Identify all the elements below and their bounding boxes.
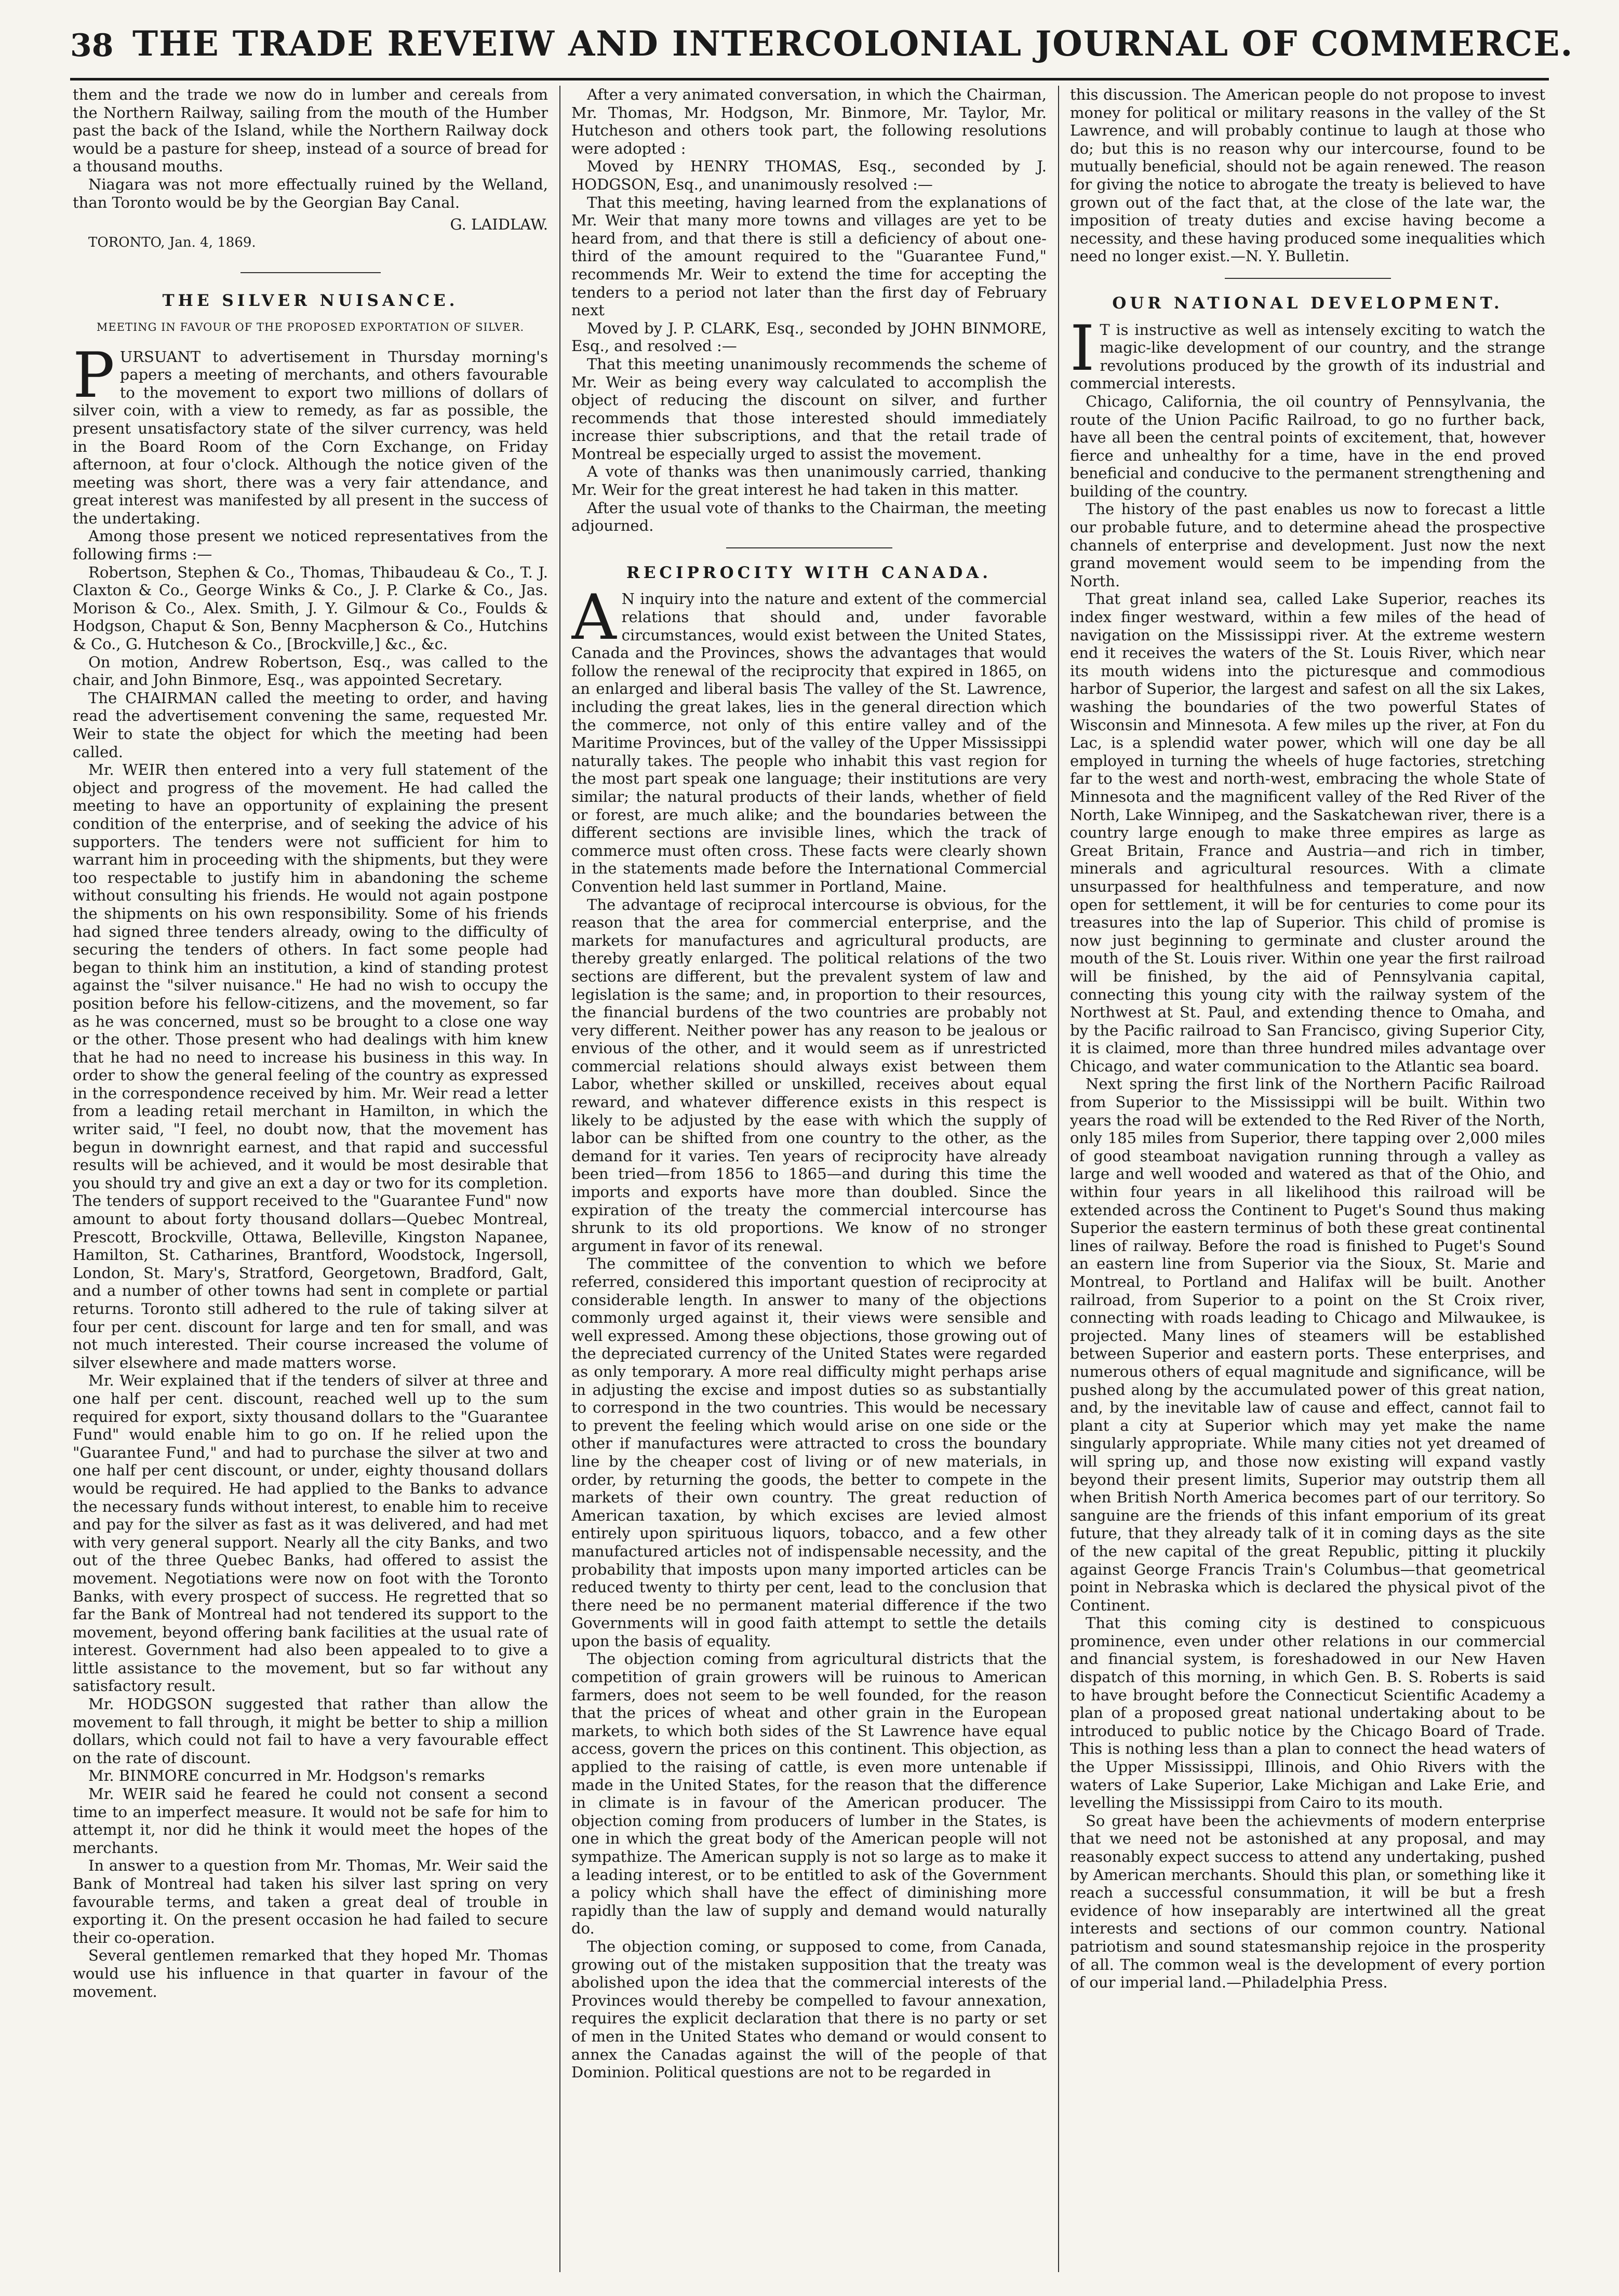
page-number: 38 (70, 28, 114, 64)
page-header (70, 23, 1574, 86)
letter-paragraph: Niagara was not more effectually ruined by the Welland, than Toronto would be by the Georgian Bay Canal. (73, 175, 548, 211)
letter-dateline: TORONTO, Jan. 4, 1869. (88, 234, 256, 250)
article-lead-paragraph (73, 339, 548, 528)
article-paragraph: After the usual vote of thanks to the Chairman, the meeting adjourned. (571, 499, 1047, 535)
article-paragraph: The objection coming from agricultural districts that the competition of grain growers will be ruinous to American farmers, does not seem to be well founded, for the reason that the prices of wheat and other grain in the European markets, to which both sides of the St Lawrence have equal access, govern the prices on this continent. This objection, as applied to the raising of cattle, is even more untenable if made in the United States, for the reason that the difference in climate is in favour of the American producer. The objection coming from producers of lumber in the States, is one in which the great body of the American people will not sympathize. The American supply is not so large as to make it a leading interest, or to be entitled to ask of the Government a policy which shall have the effect of diminishing more rapidly than the law of supply and demand would naturally do. (571, 1650, 1047, 1938)
article-paragraph: Among those present we noticed representatives from the following firms :— (73, 527, 548, 563)
column-divider (559, 86, 560, 2272)
column-2 (571, 86, 1047, 2277)
column-3 (1070, 86, 1545, 2277)
resolution-text: That this meeting unanimously recommends the scheme of Mr. Weir as being every way calculated to accomplish the object of reducing the discount on silver, and further recommends that those interested should immediately increase thier subscriptions, and that the retail trade of Montreal be especially urged to assist the movement. (571, 355, 1047, 463)
article-paragraph: Robertson, Stephen & Co., Thomas, Thibaudeau & Co., T. J. Claxton & Co., George Winks & Co., J. P. Clarke & Co., Jas. Morison & Co., Alex. Smith, J. Y. Gilmour & Co., Foulds & Hodgson, Chaput & Son, Benny Macpherson & Co., Hutchins & Co., G. Hutcheson & Co., [Brockville,] &c., &c. (73, 563, 548, 653)
article-lead-paragraph (1070, 312, 1545, 393)
article-paragraph: A vote of thanks was then unanimously carried, thanking Mr. Weir for the great interest he had taken in this matter. (571, 463, 1047, 499)
drop-cap: P (73, 339, 115, 412)
article-paragraph: The committee of the convention to which we before referred, considered this important question of reciprocity at considerable length. In answer to many of the objections commonly urged against it, their views were sensible and well expressed. Among these objections, those growing out of the depreciated currency of the United States were regarded as only temporary. A more real difficulty might perhaps arise in adjusting the excise and impost duties so as substantially to correspond in the two countries. This would be necessary to prevent the feeling which would arise on one side or the other if manufactures were attracted to cross the boundary line by the cheaper cost of living or of new materials, in order, by returning the goods, the better to compete in the markets of their own country. The great reduction of American taxation, by which excises are levied almost entirely upon spirituous liquors, tobacco, and a few other manufactured articles not of indispensable necessity, and the probability that imposts upon many imported articles can be reduced twenty to thirty per cent, lead to the conclusion that there need be no permanent material difference if the two Governments will in good faith attempt to settle the details upon the basis of equality. (571, 1255, 1047, 1650)
article-paragraph: Mr. HODGSON suggested that rather than allow the movement to fall through, it might be better to ship a million dollars, which could not fail to have a very favourable effect on the rate of discount. (73, 1695, 548, 1767)
letter-signature: G. LAIDLAW. (450, 216, 548, 234)
article-paragraph: So great have been the achievments of modern enterprise that we need not be astonished at any proposal, and may reasonably expect success to attend any undertaking, pushed by American merchants. Should this plan, or something like it reach a successful consummation, it will be but a fresh evidence of how inseparably are intertwined all the great interests and sections of our common country. National patriotism and sound statesmanship rejoice in the prosperity of all. The common weal is the development of every portion of our imperial land.—Philadelphia Press. (1070, 1811, 1545, 1992)
article-paragraph: Chicago, California, the oil country of Pennsylvania, the route of the Union Pacific Railroad, to go no further back, have all been the central points of excitement, that, however fierce and unhealthy for a time, have in the end proved beneficial and conducive to the permanent strengthening and building of the country. (1070, 392, 1545, 500)
article-paragraph: After a very animated conversation, in which the Chairman, Mr. Thomas, Mr. Hodgson, Mr. Binmore, Mr. Taylor, Mr. Hutcheson and others took part, the following resolutions were adopted : (571, 86, 1047, 157)
article-paragraph: Several gentlemen remarked that they hoped Mr. Thomas would use his influence in that quarter in favour of the movement. (73, 1946, 548, 2000)
article-paragraph: That great inland sea, called Lake Superior, reaches its index finger westward, within a few miles of the head of navigation on the Mississippi river. At the extreme western end it receives the waters of the St. Louis River, which near its mouth widens into the picturesque and commodious harbor of Superior, the largest and safest on all the six Lakes, washing the boundaries of the two powerful States of Wisconsin and Minnesota. A few miles up the river, at Fon du Lac, is a splendid water power, which will one day be all employed in turning the wheels of huge factories, stretching far to the west and north-west, embracing the whole State of Minnesota and the magnificent valley of the Red River of the North, Lake Winnipeg, and the Saskatchewan river, there is a country large enough to make three empires as large as Great Britain, France and Austria—and rich in timber, minerals and agricultural resources. With a climate unsurpassed for healthfulness and temperature, and now open for settlement, it will be for centuries to come pour its treasures into the lap of Superior. This child of promise is now just beginning to germinate and cluster around the mouth of the St. Louis river. Within one year the first railroad will be finished, by the aid of Pennsylvania capital, connecting this young city with the railway system of the Northwest at St. Paul, and extending thence to Omaha, and by the Pacific railroad to San Francisco, giving Superior City, it is claimed, more than three hundred miles advantage over Chicago, and water communication to the Atlantic sea board. (1070, 590, 1545, 1075)
article-paragraph: Mr. WEIR then entered into a very full statement of the object and progress of the movement. He had called the meeting to have an opportunity of explaining the present condition of the enterprise, and of seeking the advice of his supporters. The tenders were not sufficient for him to warrant him in proceeding with the shipments, but they were too respectable to justify him in abandoning the scheme without consulting his friends. He would not again postpone the shipments on his own responsibility. Some of his friends had signed three tenders already, owing to the difficulty of securing the tenders of others. In fact some people had began to think him an institution, a kind of standing protest against the "silver nuisance." He had no wish to occupy the position before his fellow-citizens, and the movement, so far as he was concerned, must so be brought to a close one way or the other. Those present who had dealings with him knew that he had no need to increase his business in this way. In order to show the general feeling of the country as expressed in the correspondence received by him. Mr. Weir read a letter from a leading retail merchant in Hamilton, in which the writer said, "I feel, no doubt now, that the movement has begun in downright earnest, and that rapid and successful results will be achieved, and it would be most desirable that you should try and give an ext a day or two for its completion. The tenders of support received to the "Guarantee Fund" now amount to about forty thousand dollars—Quebec Montreal, Prescott, Brockville, Ottawa, Belleville, Kingston Napanee, Hamilton, St. Catharines, Brantford, Woodstock, Ingersoll, London, St. Mary's, Stratford, Georgetown, Bradford, Galt, and a number of other towns had sent in complete or partial returns. Toronto still adhered to the rule of taking silver at four per cent. discount for large and ten for small, and was not much interested. Their course increased the volume of silver elsewhere and made matters worse. (73, 761, 548, 1372)
section-divider (240, 272, 381, 273)
drop-cap: I (1070, 312, 1095, 385)
article-title-silver-nuisance: THE SILVER NUISANCE. (162, 291, 459, 311)
article-title-national-development: OUR NATIONAL DEVELOPMENT. (1112, 293, 1503, 313)
masthead-title: THE TRADE REVEIW AND INTERCOLONIAL JOURNAL OF COMMERCE. (132, 23, 1574, 64)
column-divider (1058, 86, 1059, 2272)
article-paragraph: Mr. BINMORE concurred in Mr. Hodgson's remarks (88, 1767, 485, 1785)
column-1 (73, 86, 548, 2277)
header-rule (70, 78, 1549, 80)
resolution-mover: Moved by J. P. CLARK, Esq., seconded by JOHN BINMORE, Esq., and resolved :— (571, 319, 1047, 355)
section-divider (726, 547, 892, 548)
article-paragraph: That this coming city is destined to conspicuous prominence, even under other relations in our commercial and financial system, is foreshadowed in our New Haven dispatch of this morning, in which Gen. B. S. Roberts is said to have brought before the Connecticut Scientific Academy a plan of a proposed great national undertaking about to be introduced to public notice by the Chicago Board of Trade. This is nothing less than a plan to connect the head waters of the Upper Mississippi, Illinois, and Ohio Rivers with the waters of Lake Superior, Lake Michigan and Lake Erie, and levelling the Mississippi from Cairo to its mouth. (1070, 1614, 1545, 1812)
resolution-text: That this meeting, having learned from the explanations of Mr. Weir that many more towns and villages are yet to be heard from, and that there is still a deficiency of about one-third of the amount required to the "Guarantee Fund," recommends Mr. Weir to extend the time for accepting the tenders to a period not later than the first day of February next (571, 193, 1047, 319)
article-paragraph: Next spring the first link of the Northern Pacific Railroad from Superior to the Mississippi will be built. Within two years the road will be extended to the Red River of the North, only 185 miles from Superior, there tapping over 2,000 miles of good steamboat navigation running through a valley as large and well wooded and watered as that of the Ohio, and within four years in all likelihood this railroad will be extended across the Continent to Puget's Sound thus making Superior the eastern terminus of both these great continental lines of railway. Before the road is finished to Puget's Sound an eastern line from Superior via the Sioux, St. Marie and Montreal, to Portland and Halifax will be built. Another railroad, from Superior to a point on the St Croix river, connecting with roads leading to Chicago and Milwaukee, is projected. Many lines of steamers will be established between Superior and eastern ports. These enterprises, and numerous others of equal magnitude and significance, will be pushed along by the accumulated power of this great nation, and, by the inevitable law of cause and effect, cannot fail to plant a city at Superior which may yet make the name singularly appropriate. While many cities not yet dreamed of will spring up, and those now existing will expand vastly beyond their present limits, Superior may outstrip them all when British North America becomes part of our territory. So sanguine are the friends of this infant emporium of its great future, that they already talk of it in coming days as the site of the new capital of the great Republic, pitting it pluckily against George Francis Train's Columbus—that geometrical point in Nebraska which is declared the physical pivot of the Continent. (1070, 1075, 1545, 1614)
lead-text: T is instructive as well as intensely exciting to watch the magic-like development of our country, and the strange revolutions produced by the growth of its industrial and commercial interests. (1070, 320, 1545, 393)
article-paragraph: The objection coming, or supposed to come, from Canada, growing out of the mistaken supposition that the treaty was abolished upon the idea that the commercial interests of the Provinces would thereby be compelled to favour annexation, requires the explicit declaration that there is no party or set of men in the United States who demand or would consent to annex the Canadas against the will of the people of that Dominion. Political questions are not to be regarded in (571, 1937, 1047, 2082)
article-paragraph: this discussion. The American people do not propose to invest money for political or military reasons in the valley of the St Lawrence, and will probably continue to laugh at those who do; but this is no reason why our intercourse, found to be mutually beneficial, should not be again renewed. The reason for giving the notice to abrogate the treaty is believed to have grown out of the fact that, at the close of the late war, the imposition of treaty duties and excise having become a necessity, and these having produced some inequalities which need no longer exist.—N. Y. Bulletin. (1070, 86, 1545, 265)
article-subtitle: MEETING IN FAVOUR OF THE PROPOSED EXPORTATION OF SILVER. (96, 320, 525, 333)
lead-text: URSUANT to advertisement in Thursday morning's papers a meeting of merchants, and others favourable to the movement to export two millions of dollars of silver coin, with a view to remedy, as far as possible, the present unsatisfactory state of the silver currency, was held in the Board Room of the Corn Exchange, on Friday afternoon, at four o'clock. Although the notice given of the meeting was short, there was a very fair attendance, and great interest was manifested by all present in the success of the undertaking. (73, 347, 548, 527)
article-paragraph: On motion, Andrew Robertson, Esq., was called to the chair, and John Binmore, Esq., was appointed Secretary. (73, 653, 548, 689)
article-paragraph: The history of the past enables us now to forecast a little our probable future, and to determine ahead the prospective channels of enterprise and development. Just now the next grand movement would seem to be impending from the North. (1070, 500, 1545, 590)
article-paragraph: Mr. Weir explained that if the tenders of silver at three and one half per cent. discount, reached well up to the sum required for export, sixty thousand dollars to the "Guarantee Fund" would enable him to go on. If he relied upon the "Guarantee Fund," and had to purchase the silver at two and one half per cent discount, or under, eighty thousand dollars would be required. He had applied to the Banks to advance the necessary funds without interest, to enable him to receive and pay for the silver as fast as it was delivered, and had met with very general support. Nearly all the city Banks, and two out of the three Quebec Banks, had offered to assist the movement. Negotiations were now on foot with the Toronto Banks, with every prospect of success. He regretted that so far the Bank of Montreal had not tendered its support to the movement, beyond offering bank facilities at the usual rate of interest. Government had also been appealed to to give a little assistance to the movement, but so far without any satisfactory result. (73, 1372, 548, 1695)
letter-paragraph: them and the trade we now do in lumber and cereals from the Northern Railway, sailing from the mouth of the Humber past the back of the Island, while the Northern Railway dock would be a pasture for sheep, instead of a source of bread for a thousand mouths. (73, 86, 548, 176)
section-divider (1225, 278, 1391, 279)
article-paragraph: The CHAIRMAN called the meeting to order, and having read the advertisement convening the same, requested Mr. Weir to state the object for which the meeting had been called. (73, 689, 548, 761)
article-paragraph: The advantage of reciprocal intercourse is obvious, for the reason that the area for commercial enterprise, and the markets for manufactures and agricultural products, are thereby greatly enlarged. The political relations of the two sections are different, but the prevalent system of law and legislation is the same; and, in proportion to their resources, the financial burdens of the two countries are probably not very different. Neither power has any reason to be jealous or envious of the other, and it would seem as if unrestricted commercial relations should always exist between them Labor, whether skilled or unskilled, receives about equal reward, and whatever difference exists in this respect is likely to be adjusted by the ease with which the supply of labor can be shifted from one country to the other, as the demand for it varies. Ten years of reciprocity have already been tried—from 1856 to 1865—and during this time the imports and exports have more than doubled. Since the expiration of the treaty the commercial intercourse has shrunk to its old proportions. We know of no stronger argument in favor of its renewal. (571, 895, 1047, 1255)
lead-text: N inquiry into the nature and extent of the commercial relations that should and, under favorable circumstances, would exist between the United States, Canada and the Provinces, shows the advantages that would follow the renewal of the reciprocity that expired in 1865, on an enlarged and liberal basis The valley of the St. Lawrence, including the great lakes, lies in the general direction which the commerce, not only of this entire valley and of the Maritime Provinces, but of the valley of the Upper Mississippi naturally takes. The people who inhabit this vast region for the most part speak one language; their institutions are very similar; the natural products of their lands, whether of field or forest, are much alike; and the boundaries between the different sections are invisible lines, which the track of commerce must often cross. These facts were clearly shown in the statements made before the International Commercial Convention held last summer in Portland, Maine. (571, 590, 1047, 895)
drop-cap: A (571, 582, 617, 654)
article-paragraph: In answer to a question from Mr. Thomas, Mr. Weir said the Bank of Montreal had taken his silver last spring on very favourable terms, and taken a great deal of trouble in exporting it. On the present occasion he had failed to secure their co-operation. (73, 1857, 548, 1946)
resolution-mover: Moved by HENRY THOMAS, Esq., seconded by J. HODGSON, Esq., and unanimously resolved :— (571, 157, 1047, 193)
article-lead-paragraph (571, 582, 1047, 895)
article-paragraph: Mr. WEIR said he feared he could not consent a second time to an imperfect measure. It would not be safe for him to attempt it, nor did he think it would meet the hopes of the merchants. (73, 1785, 548, 1857)
article-title-reciprocity: RECIPROCITY WITH CANADA. (626, 563, 992, 582)
